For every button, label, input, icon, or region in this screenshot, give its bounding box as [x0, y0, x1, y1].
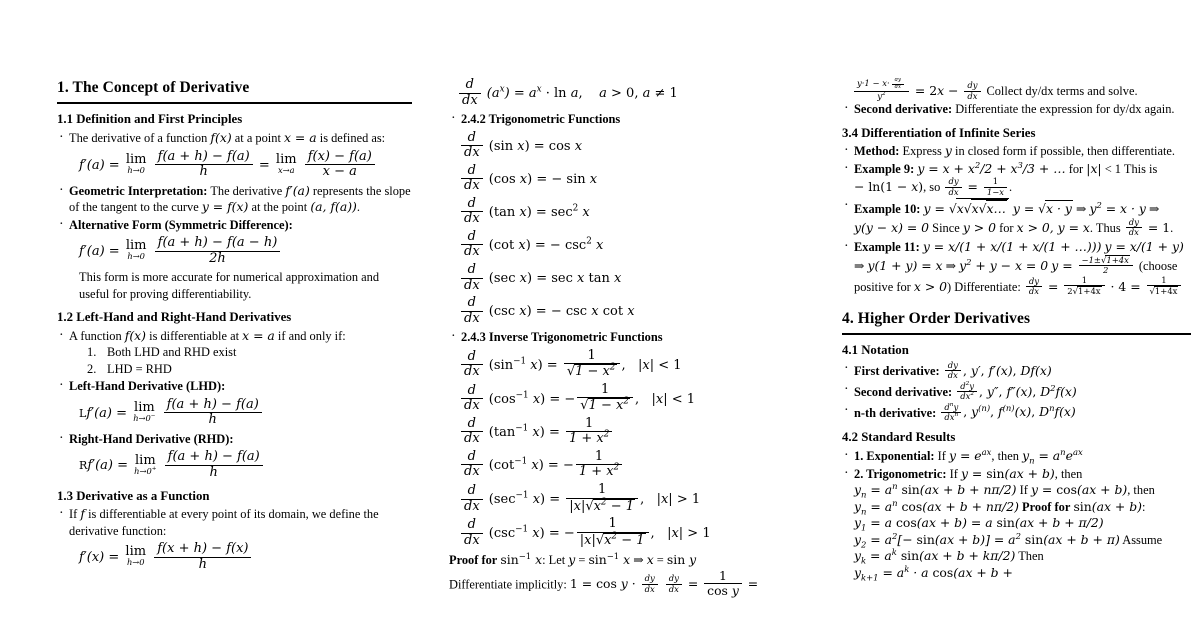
list-2-4-2: [449, 111, 804, 128]
geom-text-2: represents the slope of the tangent to the curve: [69, 183, 411, 215]
list-item: · Example 11: y = x/(1 + x/(1 + x/(1 + …))) y = x/(1 + y) ⇒ y(1 + y) = x ⇒ $y^2 + y - x = 0$ y = $\frac{-1\pm√1+4x}{2}$ (choose positive for x > 0) Differentiate: $\frac{dy}{dx}$ = $\frac{1}{2√1+4x}$ · 4 = $\frac{1}{√1+4x}$: [842, 239, 1191, 297]
then-text: Then: [1018, 549, 1044, 564]
proof-arcsin: Proof for $\sin^{-1} x$: Let $y = \sin^{-1} x$ ⇒ x = sin y Differentiate implicitly: 1 = cos y · $\frac{dy}{dx}$ $\frac{dy}{dx}$ = $\frac{1}{\text{cos y}}$ =: [449, 551, 759, 598]
rhd-label: Right-Hand Derivative (RHD):: [69, 431, 234, 446]
list-item: · The derivative of a function f(x) at a point x = a is defined as: f′(a) = lim h→0 $\frac{f(a + h) - f(a)}{h}$ = lim x→a $\frac{f(x) - f(a)}{x - a}$: [57, 130, 412, 180]
list-item: [57, 378, 412, 428]
ex11-text-1: (choose positive for: [854, 258, 1178, 294]
column-2: [424, 78, 812, 626]
diff-lead: A function: [69, 328, 122, 343]
proof-text-1: Let: [548, 553, 566, 568]
example-10-label: Example 10:: [854, 202, 921, 217]
list-item: · Second derivative: $\frac{d^2y}{dx^2}$ , y″, f″(x), $D^2f(x)$: [842, 382, 1191, 402]
formula-d-sec: $\frac{d}{dx}$ (sec x) = sec x tan x: [459, 263, 804, 293]
formula-d-arcsec: $\frac{d}{dx}$ ($\sec^{-1}$ x) = $\frac{1}{|x|√x^2 - 1}$ , |x| > 1: [459, 483, 804, 514]
implicit-result-line: y·1 − x· $\frac{dy}{dx}$ $y^2$ = 2x − $\frac{dy}{dx}$ Collect dy/dx terms and solve.: [852, 78, 1191, 101]
formula-d-arccot: $\frac{d}{dx}$ ($\cot^{-1}$ x) = − $\frac{1}{1 + x^2}$: [459, 450, 804, 480]
diff-tail: if and only if:: [277, 328, 346, 343]
formula-exponential-general: $\frac{d}{dx}$ $(a^x) = a^x \cdot \ln a$, a > 0, a ≠ 1: [457, 78, 804, 108]
second-derivative-label: Second derivative:: [854, 102, 953, 117]
ex9-text-1: for: [1068, 161, 1084, 176]
definition-text-lead: The derivative of a function: [69, 131, 208, 145]
geom-text-1: The derivative: [210, 183, 283, 198]
exponential-result-label: 1. Exponential:: [854, 449, 935, 464]
column-1: [45, 78, 424, 626]
diff-mid: is differentiable at: [149, 328, 240, 343]
exp-text-2: , then: [991, 449, 1019, 464]
subsection-4-1: 4.1 Notation: [842, 343, 909, 358]
second-derivative-notation-label: Second derivative:: [854, 384, 953, 399]
formula-d-cos: $\frac{d}{dx}$ (cos x) = − sin x: [459, 164, 804, 194]
formula-d-arccos: $\frac{d}{dx}$ ($\cos^{-1}$ x) = − $\frac{1}{√1 - x^2}$ , |x| < 1: [459, 383, 804, 414]
formula-symmetric-difference: f′(a) = lim h→0 $\frac{f(a + h) - f(a - h)}{2h}$: [79, 236, 412, 266]
formula-d-csc: $\frac{d}{dx}$ (csc x) = − csc x cot x: [459, 296, 804, 326]
list-item: · Example 9: $y = x + x^2/2 + x^3/3$ + … for |x| < 1 This is − ln(1 − x), so $\frac{dy}{dx}$ = $\frac{1}{1-x}$ .: [842, 161, 1191, 197]
second-derivative-text: Differentiate the expression for dy/dx again.: [955, 102, 1175, 117]
subsection-1-3: 1.3 Derivative as a Function: [57, 488, 210, 503]
list-4-1: [842, 361, 1191, 423]
list-1-2: [57, 328, 412, 481]
list-item: Both LHD and RHD exist: [107, 345, 237, 360]
method-label: Method:: [854, 144, 900, 159]
list-item: · Method: Express y in closed form if possible, then differentiate.: [842, 143, 1191, 160]
subsection-4-2: 4.2 Standard Results: [842, 430, 956, 445]
list-3-4: [842, 143, 1191, 297]
example-11-label: Example 11:: [854, 239, 920, 254]
method-text-1: Express: [902, 144, 942, 159]
formula-d-arccsc: $\frac{d}{dx}$ ($\csc^{-1}$ x) = − $\frac{1}{|x|√x^2 - 1}$ , |x| > 1: [459, 517, 804, 548]
lhd-label: Left-Hand Derivative (LHD):: [69, 379, 226, 394]
nth-derivative-label: n-th derivative:: [854, 405, 937, 420]
exp-text-1: If: [937, 449, 946, 464]
ex10-text-3: . Thus: [1089, 220, 1121, 235]
formula-d-tan: $\frac{d}{dx}$ (tan $x) = \sec^2 x$: [459, 197, 804, 227]
trig-text-4: , then: [1127, 483, 1155, 498]
section-heading-4: 4. Higher Order Derivatives: [842, 309, 1191, 335]
method-text-2: in closed form if possible, then differentiate.: [955, 144, 1175, 159]
proof-text-2: Differentiate implicitly:: [449, 577, 567, 592]
ex9-text-2: This is: [1123, 161, 1158, 176]
list-item: [57, 217, 412, 303]
list-4-2: [842, 448, 1191, 581]
trigonometric-result-label: 2. Trigonometric:: [854, 466, 947, 481]
list-item: · If f is differentiable at every point of its domain, we define the derivative function: f′(x) = lim h→0 $\frac{f(x + h) - f(x)}{h}$: [57, 506, 412, 572]
func-tail: is differentiable at every point of its domain, we define the derivative function:: [69, 507, 379, 538]
list-1-1: [57, 130, 412, 302]
ex11-text-2: ) Differentiate:: [947, 279, 1021, 294]
list-item: · 2. Trigonometric: If y = sin(ax + b), then $y_n = a^n$ sin(ax + b + nπ/2) If y = cos(ax + b), then $y_n = a^n$ cos(ax + b + nπ/2) Proof for sin(ax + b): $y_1 = a$ cos(ax + b) = a sin(ax + b + π/2) $y_2 = a^2[- \sin(ax + b)] = a^2$ sin(ax + b + π) Assume $y_k = a^k$ sin(ax + b + kπ/2) Then $y_{k+1} = a^k \cdot a$ cos(ax + b +: [842, 466, 1191, 582]
first-derivative-label: First derivative:: [854, 363, 940, 378]
list-item: · Example 10: y = √x√x√x… y = √x · y ⇒ $y^2 = x \cdot y$ ⇒ y(y − x) = 0 Since y > 0 for x > 0, y = x. Thus $\frac{dy}{dx}$ = 1.: [842, 198, 1191, 237]
list-item: [842, 101, 1191, 118]
alternative-form-label: Alternative Form (Symmetric Difference):: [69, 217, 293, 232]
assume-text: Assume: [1122, 532, 1163, 547]
list-item: · n-th derivative: $\frac{d^ny}{dx^n}$ , $y^{(n)}$, $f^{(n)}(x)$, $D^nf(x)$: [842, 403, 1191, 423]
list-1-3: [57, 506, 412, 572]
proof-sin-label: Proof for: [1022, 499, 1071, 514]
ex9-text-3: , so: [923, 180, 941, 195]
list-item: · First derivative: $\frac{dy}{dx}$ , y′, f′(x), Df(x): [842, 361, 1191, 381]
geom-text-3: at the point: [251, 200, 308, 215]
subsection-2-4-2: 2.4.2 Trigonometric Functions: [461, 112, 621, 127]
list-item: LHD = RHD: [107, 361, 172, 376]
trig-text-3: If: [1019, 483, 1028, 498]
formula-first-principle: f′(a) = lim h→0 $\frac{f(a + h) - f(a)}{h}$ = lim x→a $\frac{f(x) - f(a)}{x - a}$: [79, 150, 412, 180]
ex10-text-2: for: [999, 220, 1014, 235]
conditions-list: [69, 344, 412, 377]
list-item: · Geometric Interpretation: The derivative f′(a) represents the slope of the tangent to the curve y = f(x) at the point (a, f(a)).: [57, 183, 412, 216]
formula-d-arctan: $\frac{d}{dx}$ ($\tan^{-1}$ x) = $\frac{1}{1 + x^2}$: [459, 417, 804, 447]
list-item: [449, 111, 804, 128]
column-3: [812, 78, 1191, 626]
subsection-1-1: 1.1 Definition and First Principles: [57, 112, 243, 127]
subsection-2-4-3: 2.4.3 Inverse Trigonometric Functions: [461, 330, 663, 345]
formula-d-cot: $\frac{d}{dx}$ (cot x) = − $\csc^2 x$: [459, 230, 804, 260]
list-item: · A function f(x) is differentiable at x = a if and only if: Both LHD and RHD exist LHD = RHD: [57, 328, 412, 378]
ex10-text-1: Since: [932, 220, 960, 235]
list-second-derivative: [842, 101, 1191, 118]
formula-d-sin: $\frac{d}{dx}$ (sin x) = cos x: [459, 131, 804, 161]
list-item: [57, 431, 412, 481]
definition-text-tail: is defined as:: [319, 131, 386, 145]
geometric-interpretation-label: Geometric Interpretation:: [69, 183, 208, 198]
collect-text: Collect dy/dx terms and solve.: [986, 84, 1138, 99]
section-heading-1: 1. The Concept of Derivative: [57, 78, 412, 104]
list-2-4-3: [449, 329, 804, 346]
formula-d-arcsin: $\frac{d}{dx}$ ($\sin^{-1}$ x) = $\frac{1}{√1 - x^2}$ , |x| < 1: [459, 349, 804, 380]
example-9-label: Example 9:: [854, 161, 915, 176]
formula-rhd: Rf′(a) = lim h→0+ $\frac{f(a + h) - f(a)}{h}$: [79, 450, 412, 480]
list-item: · 1. Exponential: If $y = e^{ax}$, then $y_n = a^ne^{ax}$: [842, 448, 1191, 465]
trig-text-2: , then: [1054, 466, 1083, 481]
subsection-1-2: 1.2 Left-Hand and Right-Hand Derivatives: [57, 310, 292, 325]
list-item: [449, 329, 804, 346]
alternative-form-note: This form is more accurate for numerical approximation and useful for proving differentiability.: [79, 270, 380, 301]
subsection-3-4: 3.4 Differentiation of Infinite Series: [842, 125, 1036, 140]
trig-text-1: If: [949, 466, 958, 481]
func-lead: If: [69, 507, 78, 522]
proof-label: Proof for: [449, 553, 498, 568]
formula-derivative-function: f′(x) = lim h→0 $\frac{f(x + h) - f(x)}{h}$: [79, 542, 412, 572]
formula-lhd: Lf′(a) = lim h→0− $\frac{f(a + h) - f(a)}{h}$: [79, 398, 412, 428]
definition-text-mid: at a point: [234, 131, 281, 145]
